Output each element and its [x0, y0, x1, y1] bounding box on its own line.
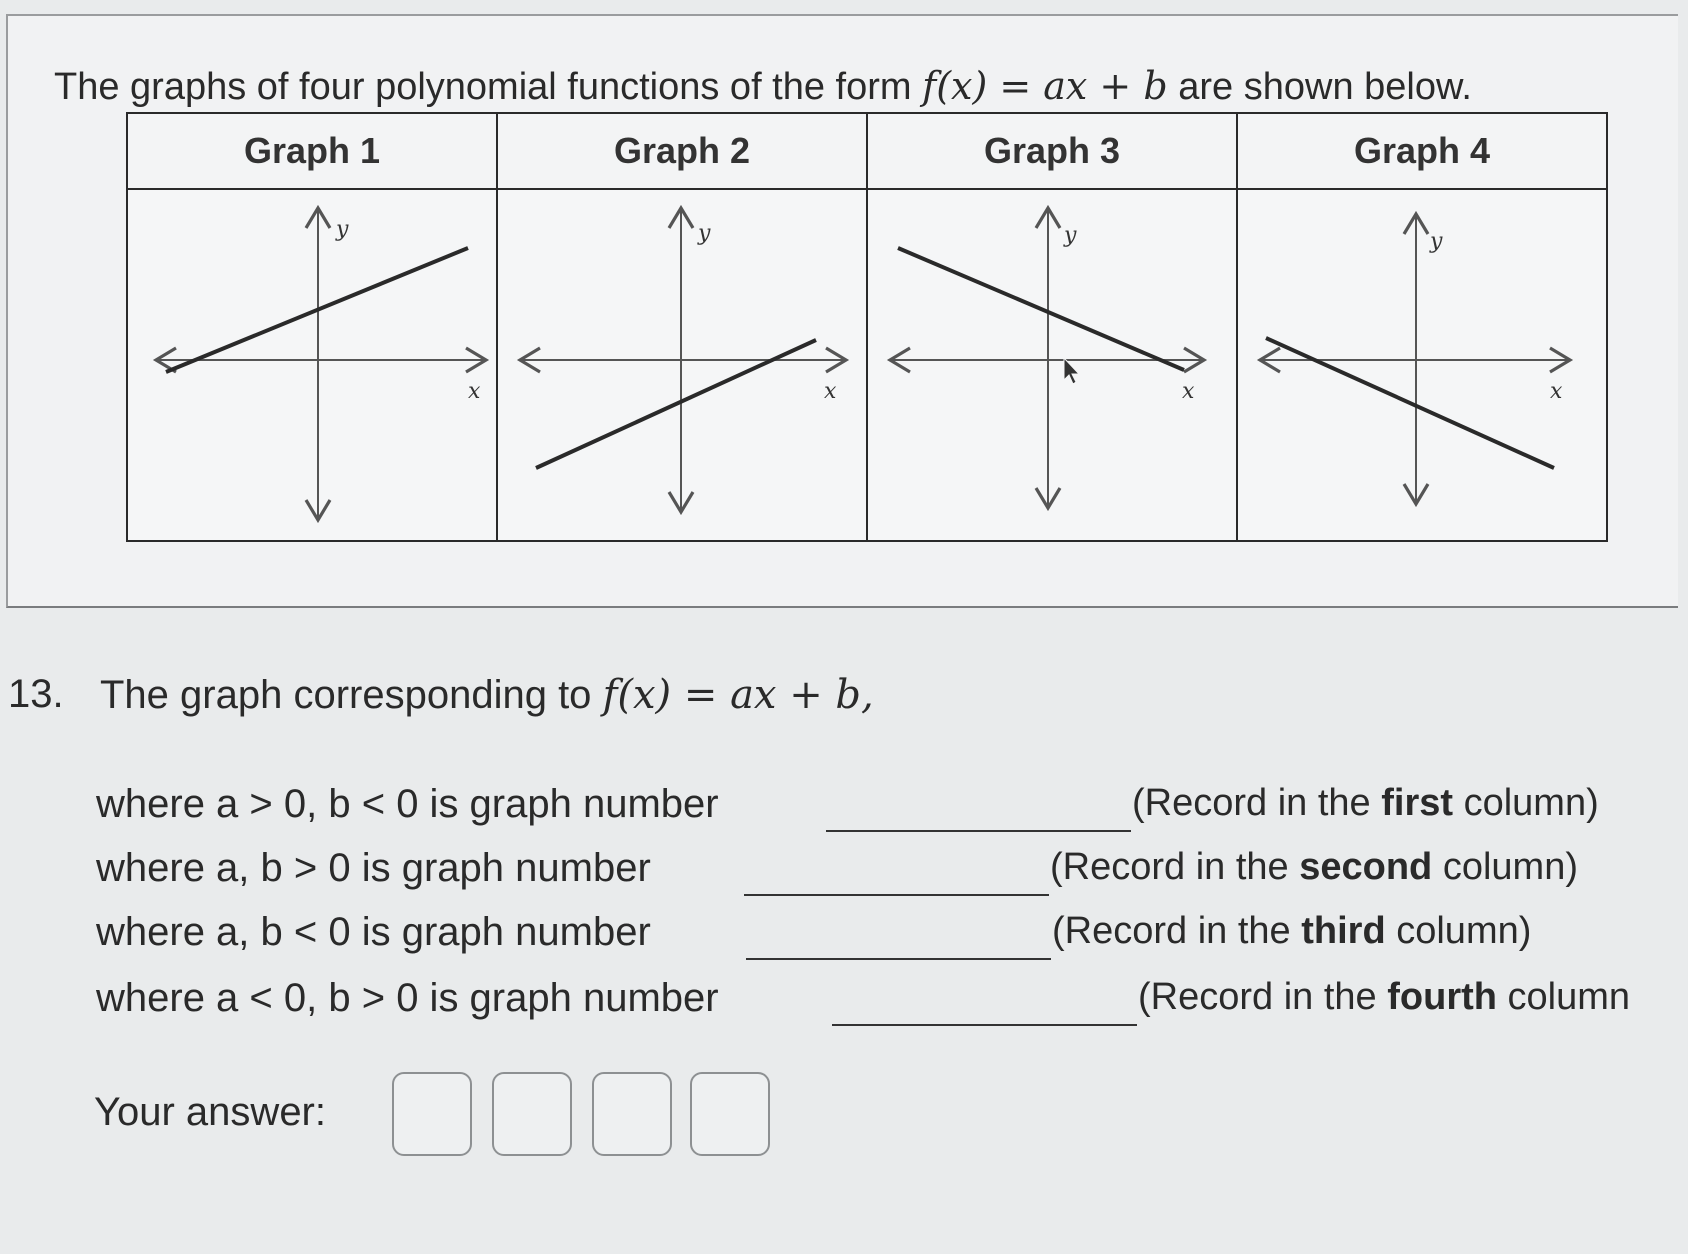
question-formula: f(x) = ax + b,: [602, 672, 874, 718]
x-axis-label: x: [824, 379, 837, 404]
answer-box-1[interactable]: [392, 1072, 472, 1156]
intro-formula: f(x) = ax + b: [922, 64, 1168, 108]
graph-2-cell: [497, 189, 867, 541]
graph-1-plot: [128, 190, 496, 540]
condition-row-4: where a < 0, b > 0 is graph number: [96, 976, 719, 1020]
answer-blank-3: [746, 958, 1051, 960]
graphs-header-row: [127, 113, 1607, 189]
answer-blank-1: [826, 830, 1131, 832]
x-axis-label: x: [1182, 379, 1195, 404]
condition-row-1: where a > 0, b < 0 is graph number: [96, 782, 719, 826]
graph-2-header: Graph 2: [497, 113, 867, 189]
y-axis-label: y: [1430, 229, 1443, 254]
graph-3-line: [898, 248, 1184, 370]
answer-label: Your answer:: [94, 1090, 326, 1134]
answer-blank-2: [744, 894, 1049, 896]
figure-panel: [6, 14, 1678, 608]
answer-box-4[interactable]: [690, 1072, 770, 1156]
graph-3-plot: [868, 190, 1236, 540]
x-axis-label: x: [468, 379, 481, 404]
y-axis-label: y: [336, 217, 349, 242]
graph-1-cell: [127, 189, 497, 541]
graph-4-cell: [1237, 189, 1607, 541]
graph-1-header: Graph 1: [127, 113, 497, 189]
y-axis-label: y: [698, 221, 711, 246]
condition-row-2: where a, b > 0 is graph number: [96, 846, 651, 890]
graph-3-cell: [867, 189, 1237, 541]
graph-4-line: [1266, 338, 1554, 468]
question-number: 13.: [8, 672, 64, 716]
graphs-table: [126, 112, 1608, 542]
x-axis-label: x: [1550, 379, 1563, 404]
question-stem: The graph corresponding to f(x) = ax + b,: [100, 672, 874, 718]
answer-box-2[interactable]: [492, 1072, 572, 1156]
condition-row-3: where a, b < 0 is graph number: [96, 910, 651, 954]
graph-4-plot: [1238, 190, 1606, 540]
record-hint-4: (Record in the fourth column: [1138, 976, 1631, 1018]
record-hint-3: (Record in the third column): [1052, 910, 1532, 952]
answer-blank-4: [832, 1024, 1137, 1026]
graph-4-header: Graph 4: [1237, 113, 1607, 189]
y-axis-label: y: [1064, 223, 1077, 248]
graph-2-plot: [498, 190, 866, 540]
graphs-plot-row: [127, 189, 1607, 541]
graph-3-header: Graph 3: [867, 113, 1237, 189]
intro-text: The graphs of four polynomial functions of the form f(x) = ax + b are shown below.: [54, 64, 1472, 108]
record-hint-2: (Record in the second column): [1050, 846, 1578, 888]
answer-box-3[interactable]: [592, 1072, 672, 1156]
mouse-cursor-icon: [1064, 358, 1079, 384]
record-hint-1: (Record in the first column): [1132, 782, 1599, 824]
